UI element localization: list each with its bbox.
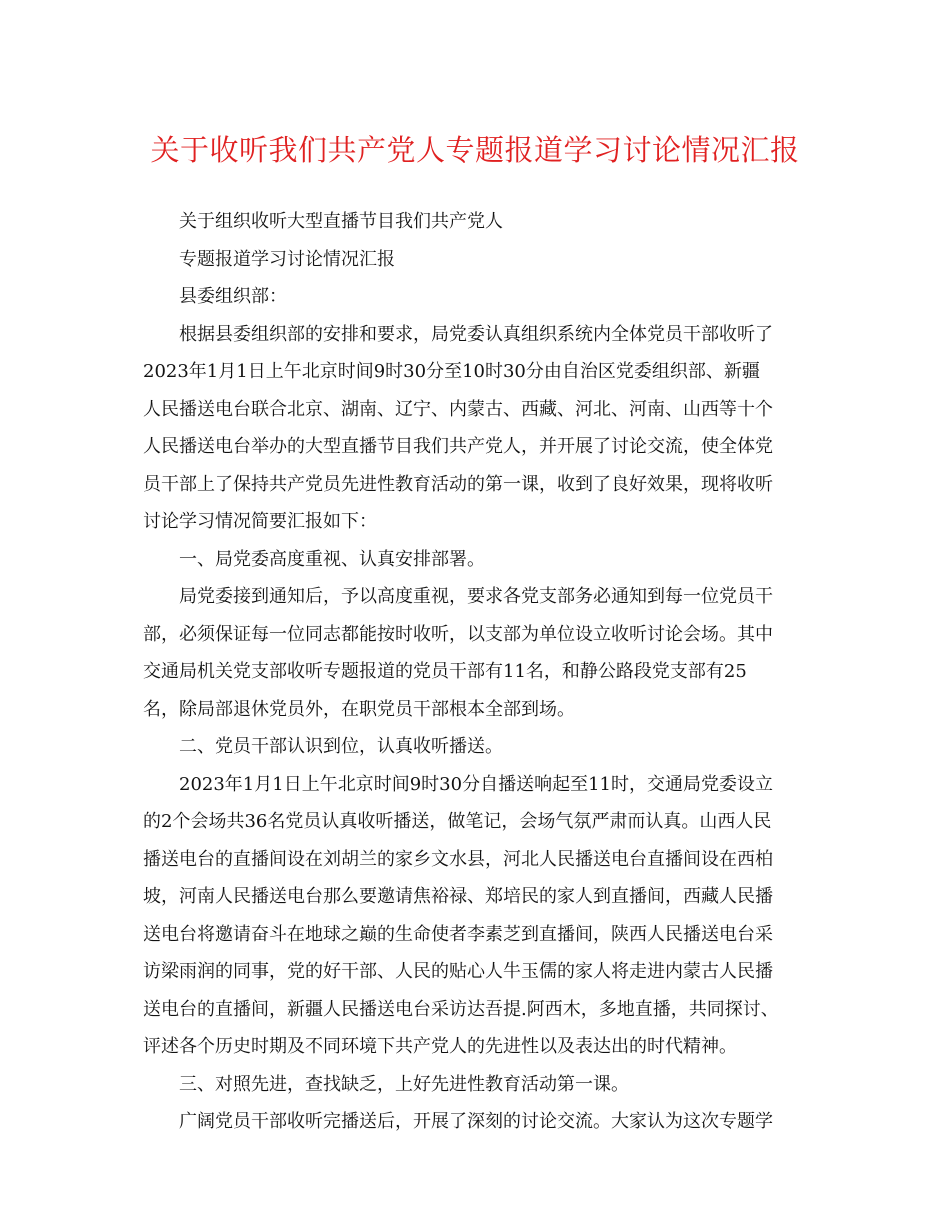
document-title: 关于收听我们共产党人专题报道学习讨论情况汇报: [150, 133, 800, 167]
text-line: 广阔党员干部收听完播送后，开展了深刻的讨论交流。大家认为这次专题学: [179, 1111, 773, 1132]
text-line: 名，除局部退休党员外，在职党员干部根本全部到场。: [143, 698, 575, 720]
text-line: 人民播送电台举办的大型直播节目我们共产党人，并开展了讨论交流，使全体党: [143, 436, 773, 457]
text-line: 2023年1月1日上午北京时间9时30分至10时30分由自治区党委组织部、新疆: [143, 361, 760, 382]
text-line: 送电台的直播间，新疆人民播送电台采访达吾提.阿西木，多地直播，共同探讨、: [143, 998, 779, 1020]
text-line: 访梁雨润的同事，党的好干部、人民的贴心人牛玉儒的家人将走进内蒙古人民播: [143, 961, 773, 982]
text-line: 关于组织收听大型直播节目我们共产党人: [179, 211, 503, 232]
text-line: 人民播送电台联合北京、湖南、辽宁、内蒙古、西藏、河北、河南、山西等十个: [143, 398, 773, 420]
text-line: 二、党员干部认识到位，认真收听播送。: [179, 736, 503, 757]
text-line: 送电台将邀请奋斗在地球之巅的生命使者李素芝到直播间，陕西人民播送电台采: [143, 923, 773, 945]
text-line: 2023年1月1日上午北京时间9时30分自播送响起至11时，交通局党委设立: [179, 773, 773, 795]
text-line: 局党委接到通知后，予以高度重视，要求各党支部务必通知到每一位党员干: [179, 586, 773, 607]
text-line: 播送电台的直播间设在刘胡兰的家乡文水县，河北人民播送电台直播间设在西柏: [143, 848, 773, 870]
text-line: 一、局党委高度重视、认真安排部署。: [179, 548, 485, 570]
text-line: 坡，河南人民播送电台那么要邀请焦裕禄、郑培民的家人到直播间，西藏人民播: [143, 886, 773, 907]
text-line: 部，必须保证每一位同志都能按时收听，以支部为单位设立收听讨论会场。其中: [143, 623, 773, 645]
text-line: 专题报道学习讨论情况汇报: [179, 248, 395, 270]
text-line: 的2个会场共36名党员认真收听播送，做笔记，会场气氛严肃而认真。山西人民: [143, 811, 772, 832]
text-line: 县委组织部：: [179, 286, 287, 307]
document-body: [143, 203, 809, 1141]
text-line: 交通局机关党支部收听专题报道的党员干部有11名，和静公路段党支部有25: [143, 661, 747, 682]
text-line: 评述各个历史时期及不同环境下共产党人的先进性以及表达出的时代精神。: [143, 1036, 737, 1057]
text-line: 三、对照先进，查找缺乏，上好先进性教育活动第一课。: [179, 1073, 629, 1095]
text-line: 根据县委组织部的安排和要求，局党委认真组织系统内全体党员干部收听了: [179, 323, 773, 345]
text-line: 员干部上了保持共产党员先进性教育活动的第一课，收到了良好效果，现将收听: [143, 473, 773, 495]
text-line: 讨论学习情况简要汇报如下：: [143, 511, 377, 532]
